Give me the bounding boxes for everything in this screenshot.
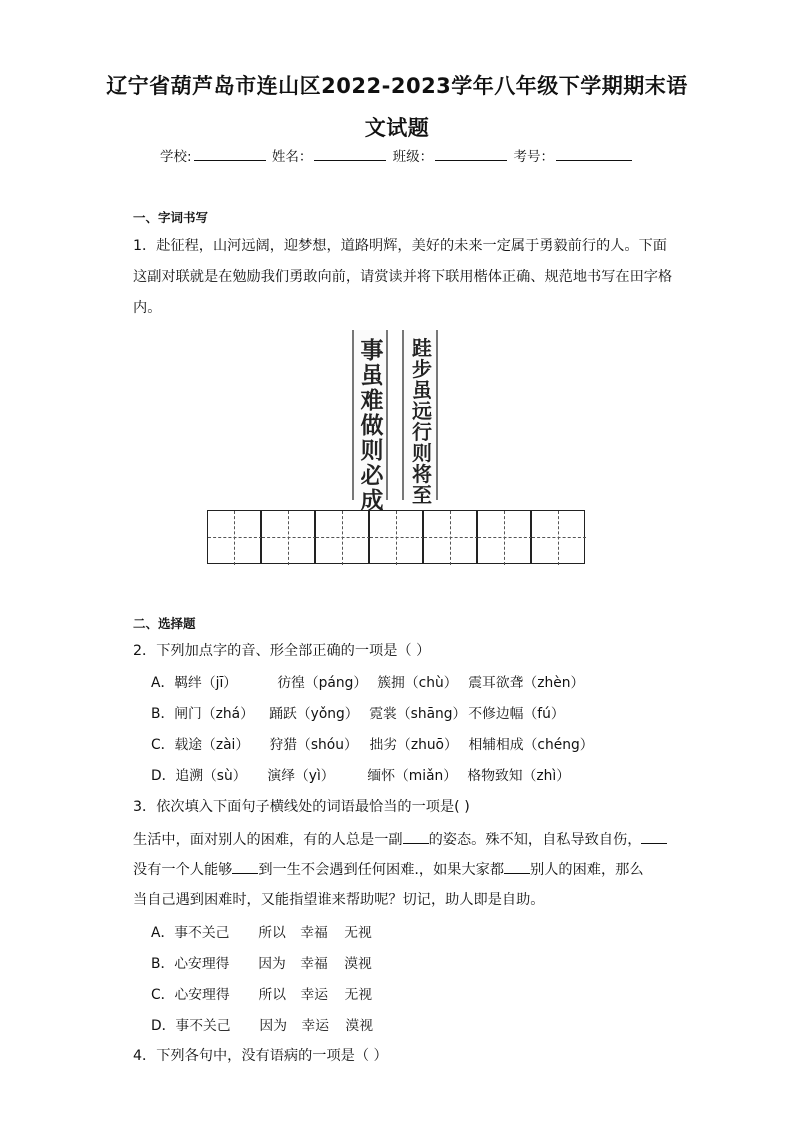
fill-blank-2[interactable]	[641, 831, 667, 844]
q1-line2: 这副对联就是在勉励我们勇敢向前，请赏读并将下联用楷体正确、规范地书写在田字格	[133, 269, 673, 285]
tian-cell[interactable]	[315, 510, 369, 564]
couplet-char: 至	[412, 483, 432, 507]
q3-passage-line2: 没有一个人能够 到一生不会遇到任何困难.，如果大家都 别人的困难，那么	[133, 862, 644, 878]
q1-line1: 1．赴征程，山河远阔，迎梦想，道路明辉，美好的未来一定属于勇毅前行的人。下面	[133, 238, 667, 254]
couplet-left-chars	[358, 338, 386, 513]
page-title-line1: 辽宁省葫芦岛市连山区2022-2023学年八年级下学期期末语	[106, 74, 688, 98]
q3-option-b[interactable]: B．心安理得 因为 幸福 漠视	[151, 956, 372, 972]
tian-cell[interactable]	[477, 510, 531, 564]
q3-option-a[interactable]: A．事不关己 所以 幸福 无视	[151, 925, 372, 941]
q3-option-d[interactable]: D．事不关己 因为 幸运 漠视	[151, 1018, 374, 1034]
q4-stem: 4．下列各句中，没有语病的一项是（ ）	[133, 1048, 388, 1064]
q2-option-a[interactable]: A．羁绊（jī） 彷徨（páng） 簇拥（chù） 震耳欲聋（zhèn）	[151, 671, 584, 691]
tian-cell-horizontal-guide	[262, 537, 316, 538]
tian-cell-vertical-guide	[558, 511, 559, 565]
tian-cell-horizontal-guide	[532, 537, 586, 538]
tian-cell[interactable]	[207, 510, 261, 564]
school-label: 学校:	[160, 149, 192, 165]
section2-heading: 二、选择题	[133, 616, 196, 631]
tian-cell-vertical-guide	[396, 511, 397, 565]
student-info-row	[0, 145, 794, 165]
tian-cell-horizontal-guide	[478, 537, 532, 538]
fill-blank-4[interactable]	[504, 861, 530, 874]
couplet-char: 事	[360, 337, 384, 364]
couplet-right-scroll	[402, 330, 438, 507]
option-label: A．	[151, 675, 175, 691]
name-label: 姓名：	[271, 149, 313, 165]
couplet-char: 步	[412, 357, 432, 381]
couplet-left-scroll	[352, 330, 388, 514]
couplet-char: 跬	[412, 336, 432, 360]
name-blank[interactable]	[314, 146, 386, 161]
tian-cell-horizontal-guide	[208, 537, 262, 538]
couplet-char: 虽	[412, 378, 432, 402]
option-label: C．	[151, 737, 175, 753]
class-label: 班级：	[392, 149, 434, 165]
tian-cell[interactable]	[423, 510, 477, 564]
option-label: B．	[151, 706, 175, 722]
tian-cell-horizontal-guide	[316, 537, 370, 538]
number-blank[interactable]	[556, 146, 632, 161]
tian-cell-vertical-guide	[450, 511, 451, 565]
tian-cell[interactable]	[261, 510, 315, 564]
q3-option-c[interactable]: C．心安理得 所以 幸运 无视	[151, 987, 373, 1003]
tian-cell-horizontal-guide	[424, 537, 478, 538]
option-label: D．	[151, 768, 176, 784]
couplet-char: 行	[412, 420, 432, 444]
couplet-char: 难	[360, 387, 384, 414]
q2-option-b[interactable]: B．闸门（zhá） 踊跃（yǒng） 霓裳（shāng） 不修边幅（fú）	[151, 702, 565, 722]
q3-passage-line3: 当自己遇到困难时，又能指望谁来帮助呢？切记，助人即是自助。	[133, 892, 545, 908]
couplet-right-chars	[408, 338, 436, 506]
tian-cell-vertical-guide	[342, 511, 343, 565]
couplet-char: 则	[412, 441, 432, 465]
couplet-char: 远	[412, 399, 432, 423]
couplet-image	[352, 330, 440, 514]
q3-stem: 3．依次填入下面句子横线处的词语最恰当的一项是( )	[133, 799, 470, 815]
number-label: 考号：	[513, 149, 554, 165]
q3-passage-line1: 生活中，面对别人的困难，有的人总是一副 的姿态。殊不知，自私导致自伤，	[133, 829, 667, 849]
q2-stem: 2．下列加点字的音、形全部正确的一项是（ ）	[133, 643, 431, 659]
q1-line3: 内。	[133, 300, 162, 316]
couplet-char: 做	[360, 412, 384, 439]
q2-option-c[interactable]: C．载途（zài） 狩猎（shóu） 拙劣（zhuō） 相辅相成（chéng）	[151, 733, 594, 753]
fill-blank-3[interactable]	[232, 861, 258, 874]
couplet-char: 必	[360, 462, 384, 489]
page-title-line2: 文试题	[364, 116, 430, 140]
tian-cell-vertical-guide	[234, 511, 235, 565]
school-blank[interactable]	[194, 146, 266, 161]
tian-cell[interactable]	[369, 510, 423, 564]
q2-option-d[interactable]: D．追溯（sù） 演绎（yì） 缅怀（miǎn） 格物致知（zhì）	[151, 764, 570, 784]
tian-cell-horizontal-guide	[370, 537, 424, 538]
fill-blank-1[interactable]	[403, 831, 429, 844]
class-blank[interactable]	[435, 146, 507, 161]
couplet-char: 虽	[360, 362, 384, 389]
tian-cell-vertical-guide	[288, 511, 289, 565]
couplet-char: 将	[412, 462, 432, 486]
section1-heading: 一、字词书写	[133, 210, 209, 225]
tian-cell-vertical-guide	[504, 511, 505, 565]
tian-cell[interactable]	[531, 510, 585, 564]
couplet-char: 则	[360, 437, 384, 464]
couplet-char: 成	[360, 487, 384, 514]
